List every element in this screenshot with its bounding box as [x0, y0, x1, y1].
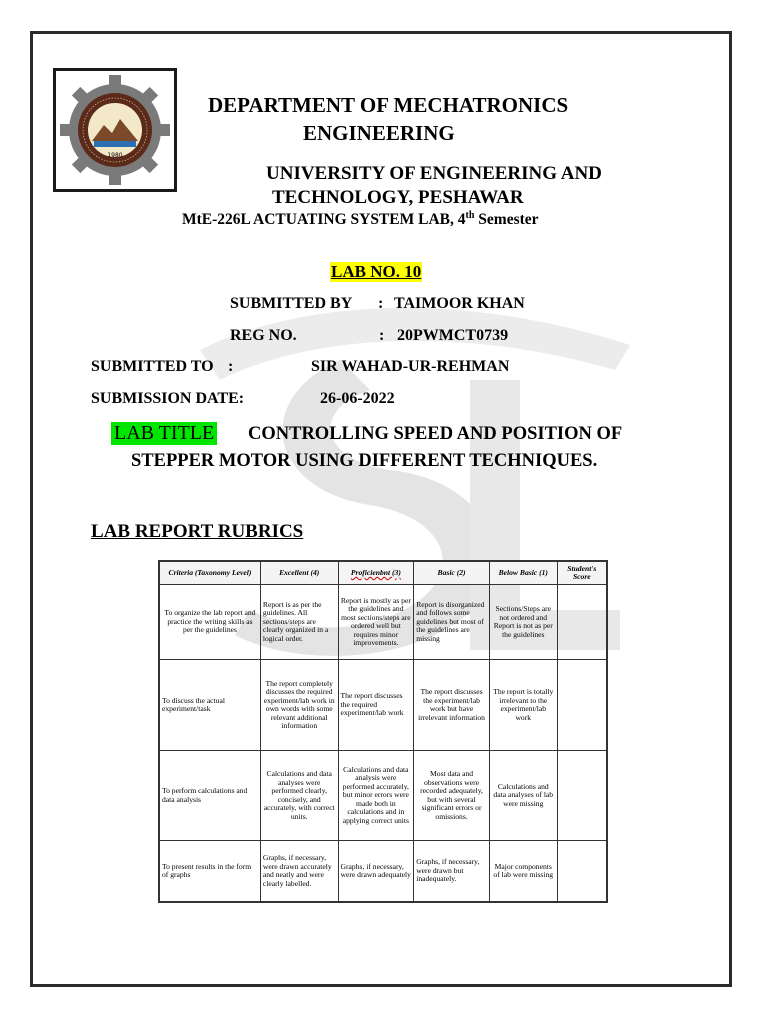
submitted-to-colon: :	[228, 358, 234, 375]
submitted-to-value: SIR WAHAD-UR-REHMAN	[311, 358, 510, 375]
header-basic: Basic (2)	[414, 561, 490, 585]
rubric-cell: The report is totally irrelevant to the experiment/lab work	[489, 660, 557, 751]
rubric-cell: Sections/Steps are not ordered and Report is not as per the guidelines	[489, 585, 557, 660]
score-cell	[557, 585, 607, 660]
reg-no-label: REG NO.	[230, 327, 297, 344]
rubric-cell: To organize the lab report and practice the writing skills as per the guidelines	[159, 585, 260, 660]
rubric-cell: Most data and observations were recorded adequately, but with several significant errors or omissions.	[414, 751, 490, 841]
score-cell	[557, 751, 607, 841]
rubric-cell: Calculations and data analyses of lab were missing	[489, 751, 557, 841]
department-title-line2: ENGINEERING	[303, 121, 455, 145]
header-proficient: Proficienbnt (3)	[338, 561, 414, 585]
submitted-by-label: SUBMITTED BY	[230, 295, 353, 312]
rubric-cell: To present results in the form of graphs	[159, 841, 260, 903]
rubric-cell: The report discusses the experiment/lab work but have irrelevant information	[414, 660, 490, 751]
rubric-cell: Calculations and data analyses were performed clearly, concisely, and accurately, with correct units.	[260, 751, 338, 841]
header-student-score: Student's Score	[557, 561, 607, 585]
table-row	[159, 841, 607, 903]
rubric-cell: Major components of lab were missing	[489, 841, 557, 903]
submission-date-value: 26-06-2022	[320, 390, 395, 407]
submitted-to-label: SUBMITTED TO	[91, 358, 214, 375]
rubric-table	[158, 560, 608, 903]
rubrics-heading: LAB REPORT RUBRICS	[91, 521, 304, 542]
university-line1: UNIVERSITY OF ENGINEERING AND	[266, 163, 602, 184]
rubric-cell: Graphs, if necessary, were drawn adequately	[338, 841, 414, 903]
lab-title-label: LAB TITLE	[111, 422, 217, 445]
logo-year: 1980	[107, 152, 123, 159]
rubric-cell: Graphs, if necessary, were drawn accurately and neatly and were clearly labelled.	[260, 841, 338, 903]
rubric-cell: To discuss the actual experiment/task	[159, 660, 260, 751]
course-semester: Semester	[474, 211, 539, 229]
rubric-cell: Report is disorganized and follows some guidelines but most of the guidelines are missing	[414, 585, 490, 660]
score-cell	[557, 660, 607, 751]
score-cell	[557, 841, 607, 903]
department-title-line1: DEPARTMENT OF MECHATRONICS	[208, 93, 569, 117]
submission-date-label: SUBMISSION DATE:	[91, 390, 245, 407]
course-ordinal: th	[465, 210, 475, 221]
rubric-cell: Report is mostly as per the guidelines and most sections/steps are ordered well but requires minor improvements.	[338, 585, 414, 660]
reg-no-colon: :	[379, 327, 385, 344]
course-name: MtE-226L ACTUATING SYSTEM LAB, 4	[182, 211, 466, 229]
rubric-cell: Graphs, if necessary, were drawn but inadequately.	[414, 841, 490, 903]
lab-title-line2: STEPPER MOTOR USING DIFFERENT TECHNIQUES.	[131, 451, 598, 471]
header-excellent: Excellent (4)	[260, 561, 338, 585]
header-criteria: Criteria (Taxonomy Level)	[159, 561, 260, 585]
rubric-cell: Report is as per the guidelines. All sections/steps are clearly organized in a logical order.	[260, 585, 338, 660]
submitted-by-value: TAIMOOR KHAN	[394, 295, 525, 312]
header-below-basic: Below Basic (1)	[489, 561, 557, 585]
reg-no-value: 20PWMCT0739	[397, 327, 509, 344]
rubric-cell: The report discusses the required experiment/lab work	[338, 660, 414, 751]
rubric-cell: The report completely discusses the required experiment/lab work in own words with some relevant additional information	[260, 660, 338, 751]
university-logo	[53, 68, 177, 192]
lab-title-line1: CONTROLLING SPEED AND POSITION OF	[248, 424, 623, 444]
rubric-cell: Calculations and data analysis were performed accurately, but minor errors were made both in calculations and in applying correct units	[338, 751, 414, 841]
university-line2: TECHNOLOGY, PESHAWAR	[272, 187, 524, 208]
course-line	[182, 210, 539, 229]
lab-number: LAB NO. 10	[331, 262, 422, 281]
rubric-cell: To perform calculations and data analysis	[159, 751, 260, 841]
table-row	[159, 660, 607, 751]
rubric-header-row	[159, 561, 607, 585]
table-row	[159, 751, 607, 841]
table-row	[159, 585, 607, 660]
submitted-by-colon: :	[378, 295, 384, 312]
